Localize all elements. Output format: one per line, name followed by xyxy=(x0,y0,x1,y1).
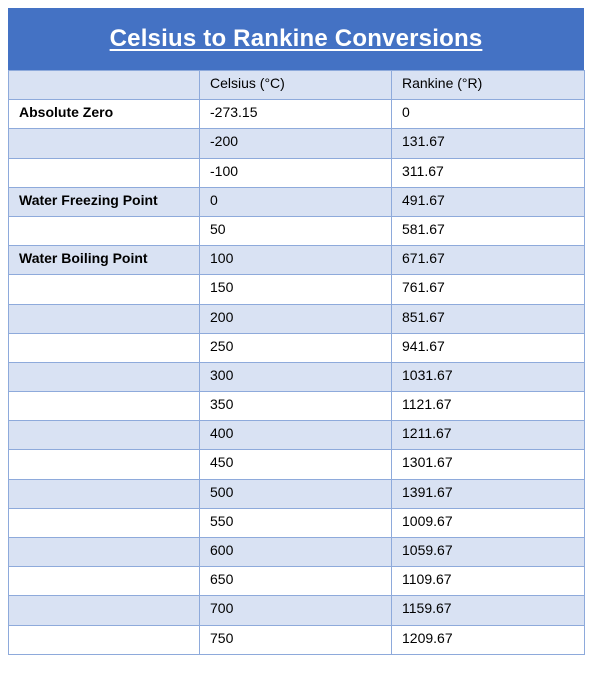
table-row xyxy=(9,333,585,362)
rankine-cell: 1211.67 xyxy=(392,421,585,450)
page-title: Celsius to Rankine Conversions xyxy=(109,25,483,52)
row-label-cell xyxy=(9,508,200,537)
table-row xyxy=(9,362,585,391)
table-row xyxy=(9,538,585,567)
celsius-cell: 550 xyxy=(200,508,392,537)
conversion-table xyxy=(8,70,585,655)
rankine-cell: 1121.67 xyxy=(392,392,585,421)
table-body xyxy=(9,71,585,655)
row-label-cell xyxy=(9,450,200,479)
celsius-cell: 450 xyxy=(200,450,392,479)
celsius-cell: 500 xyxy=(200,479,392,508)
conversion-sheet xyxy=(8,8,584,655)
rankine-cell: 941.67 xyxy=(392,333,585,362)
rankine-cell: 1209.67 xyxy=(392,625,585,654)
table-row xyxy=(9,450,585,479)
header-cell-celsius: Celsius (°C) xyxy=(200,71,392,100)
table-row xyxy=(9,421,585,450)
row-label-cell xyxy=(9,567,200,596)
celsius-cell: 100 xyxy=(200,246,392,275)
rankine-cell: 131.67 xyxy=(392,129,585,158)
celsius-cell: 150 xyxy=(200,275,392,304)
row-label-cell xyxy=(9,479,200,508)
row-label-cell xyxy=(9,216,200,245)
table-row xyxy=(9,304,585,333)
rankine-cell: 0 xyxy=(392,100,585,129)
celsius-cell: 250 xyxy=(200,333,392,362)
row-label-cell xyxy=(9,625,200,654)
row-label-cell xyxy=(9,596,200,625)
row-label-cell xyxy=(9,421,200,450)
table-row xyxy=(9,100,585,129)
celsius-cell: 700 xyxy=(200,596,392,625)
row-label-cell xyxy=(9,158,200,187)
row-label-cell: Water Boiling Point xyxy=(9,246,200,275)
celsius-cell: 50 xyxy=(200,216,392,245)
rankine-cell: 1391.67 xyxy=(392,479,585,508)
header-row xyxy=(9,71,585,100)
row-label-cell xyxy=(9,275,200,304)
rankine-cell: 1009.67 xyxy=(392,508,585,537)
row-label-cell xyxy=(9,392,200,421)
table-row xyxy=(9,625,585,654)
table-row xyxy=(9,187,585,216)
row-label-cell xyxy=(9,333,200,362)
celsius-cell: 350 xyxy=(200,392,392,421)
row-label-cell xyxy=(9,304,200,333)
table-row xyxy=(9,246,585,275)
rankine-cell: 761.67 xyxy=(392,275,585,304)
title-bar xyxy=(8,8,584,70)
rankine-cell: 1031.67 xyxy=(392,362,585,391)
row-label-cell: Absolute Zero xyxy=(9,100,200,129)
celsius-cell: -200 xyxy=(200,129,392,158)
row-label-cell xyxy=(9,129,200,158)
celsius-cell: 650 xyxy=(200,567,392,596)
row-label-cell xyxy=(9,362,200,391)
row-label-cell: Water Freezing Point xyxy=(9,187,200,216)
rankine-cell: 1059.67 xyxy=(392,538,585,567)
rankine-cell: 311.67 xyxy=(392,158,585,187)
celsius-cell: -273.15 xyxy=(200,100,392,129)
table-row xyxy=(9,158,585,187)
rankine-cell: 1109.67 xyxy=(392,567,585,596)
table-row xyxy=(9,567,585,596)
celsius-cell: 0 xyxy=(200,187,392,216)
rankine-cell: 851.67 xyxy=(392,304,585,333)
table-row xyxy=(9,216,585,245)
table-row xyxy=(9,508,585,537)
rankine-cell: 1159.67 xyxy=(392,596,585,625)
table-row xyxy=(9,596,585,625)
celsius-cell: 600 xyxy=(200,538,392,567)
header-cell-label xyxy=(9,71,200,100)
celsius-cell: 200 xyxy=(200,304,392,333)
table-row xyxy=(9,479,585,508)
celsius-cell: 750 xyxy=(200,625,392,654)
header-cell-rankine: Rankine (°R) xyxy=(392,71,585,100)
rankine-cell: 671.67 xyxy=(392,246,585,275)
rankine-cell: 581.67 xyxy=(392,216,585,245)
celsius-cell: -100 xyxy=(200,158,392,187)
rankine-cell: 491.67 xyxy=(392,187,585,216)
celsius-cell: 400 xyxy=(200,421,392,450)
table-row xyxy=(9,392,585,421)
table-row xyxy=(9,275,585,304)
celsius-cell: 300 xyxy=(200,362,392,391)
table-row xyxy=(9,129,585,158)
rankine-cell: 1301.67 xyxy=(392,450,585,479)
row-label-cell xyxy=(9,538,200,567)
